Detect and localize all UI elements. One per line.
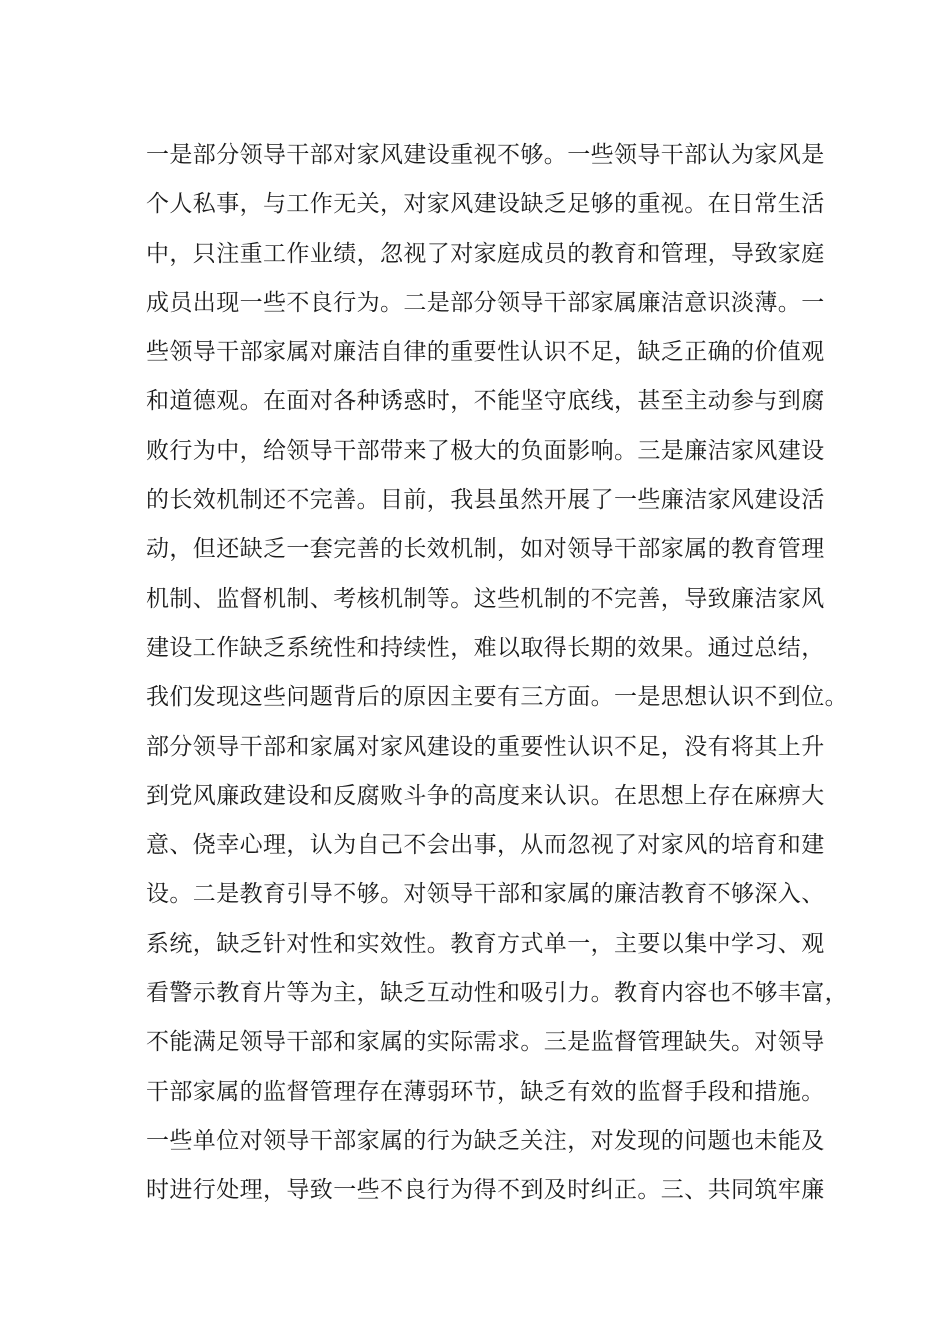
text-line: 不能满足领导干部和家属的实际需求。三是监督管理缺失。对领导 bbox=[146, 1029, 825, 1056]
text-line: 到党风廉政建设和反腐败斗争的高度来认识。在思想上存在麻痹大 bbox=[146, 782, 825, 809]
text-line: 个人私事，与工作无关，对家风建设缺乏足够的重视。在日常生活 bbox=[146, 191, 825, 218]
text-line: 些领导干部家属对廉洁自律的重要性认识不足，缺乏正确的价值观 bbox=[146, 339, 825, 366]
text-line: 设。二是教育引导不够。对领导干部和家属的廉洁教育不够深入、 bbox=[146, 881, 825, 908]
body-text bbox=[146, 131, 848, 1216]
text-line: 和道德观。在面对各种诱惑时，不能坚守底线，甚至主动参与到腐 bbox=[146, 388, 825, 415]
text-line: 我们发现这些问题背后的原因主要有三方面。一是思想认识不到位。 bbox=[146, 684, 848, 711]
text-line: 的长效机制还不完善。目前，我县虽然开展了一些廉洁家风建设活 bbox=[146, 487, 825, 514]
text-line: 系统，缺乏针对性和实效性。教育方式单一，主要以集中学习、观 bbox=[146, 930, 825, 957]
text-line: 机制、监督机制、考核机制等。这些机制的不完善，导致廉洁家风 bbox=[146, 585, 825, 612]
text-line: 中，只注重工作业绩，忽视了对家庭成员的教育和管理，导致家庭 bbox=[146, 240, 825, 267]
text-line: 成员出现一些不良行为。二是部分领导干部家属廉洁意识淡薄。一 bbox=[146, 289, 825, 316]
text-line: 部分领导干部和家属对家风建设的重要性认识不足，没有将其上升 bbox=[146, 733, 825, 760]
text-line: 看警示教育片等为主，缺乏互动性和吸引力。教育内容也不够丰富， bbox=[146, 980, 848, 1007]
text-line: 一些单位对领导干部家属的行为缺乏关注，对发现的问题也未能及 bbox=[146, 1127, 825, 1154]
text-line: 一是部分领导干部对家风建设重视不够。一些领导干部认为家风是 bbox=[146, 142, 825, 168]
text-line: 干部家属的监督管理存在薄弱环节，缺乏有效的监督手段和措施。 bbox=[146, 1078, 825, 1105]
text-line: 败行为中，给领导干部带来了极大的负面影响。三是廉洁家风建设 bbox=[146, 437, 825, 464]
text-line: 意、侥幸心理，认为自己不会出事，从而忽视了对家风的培育和建 bbox=[146, 832, 825, 859]
text-line: 建设工作缺乏系统性和持续性，难以取得长期的效果。通过总结， bbox=[146, 634, 825, 661]
text-line: 时进行处理，导致一些不良行为得不到及时纠正。三、共同筑牢廉 bbox=[146, 1177, 825, 1204]
text-line: 动，但还缺乏一套完善的长效机制，如对领导干部家属的教育管理 bbox=[146, 536, 825, 563]
